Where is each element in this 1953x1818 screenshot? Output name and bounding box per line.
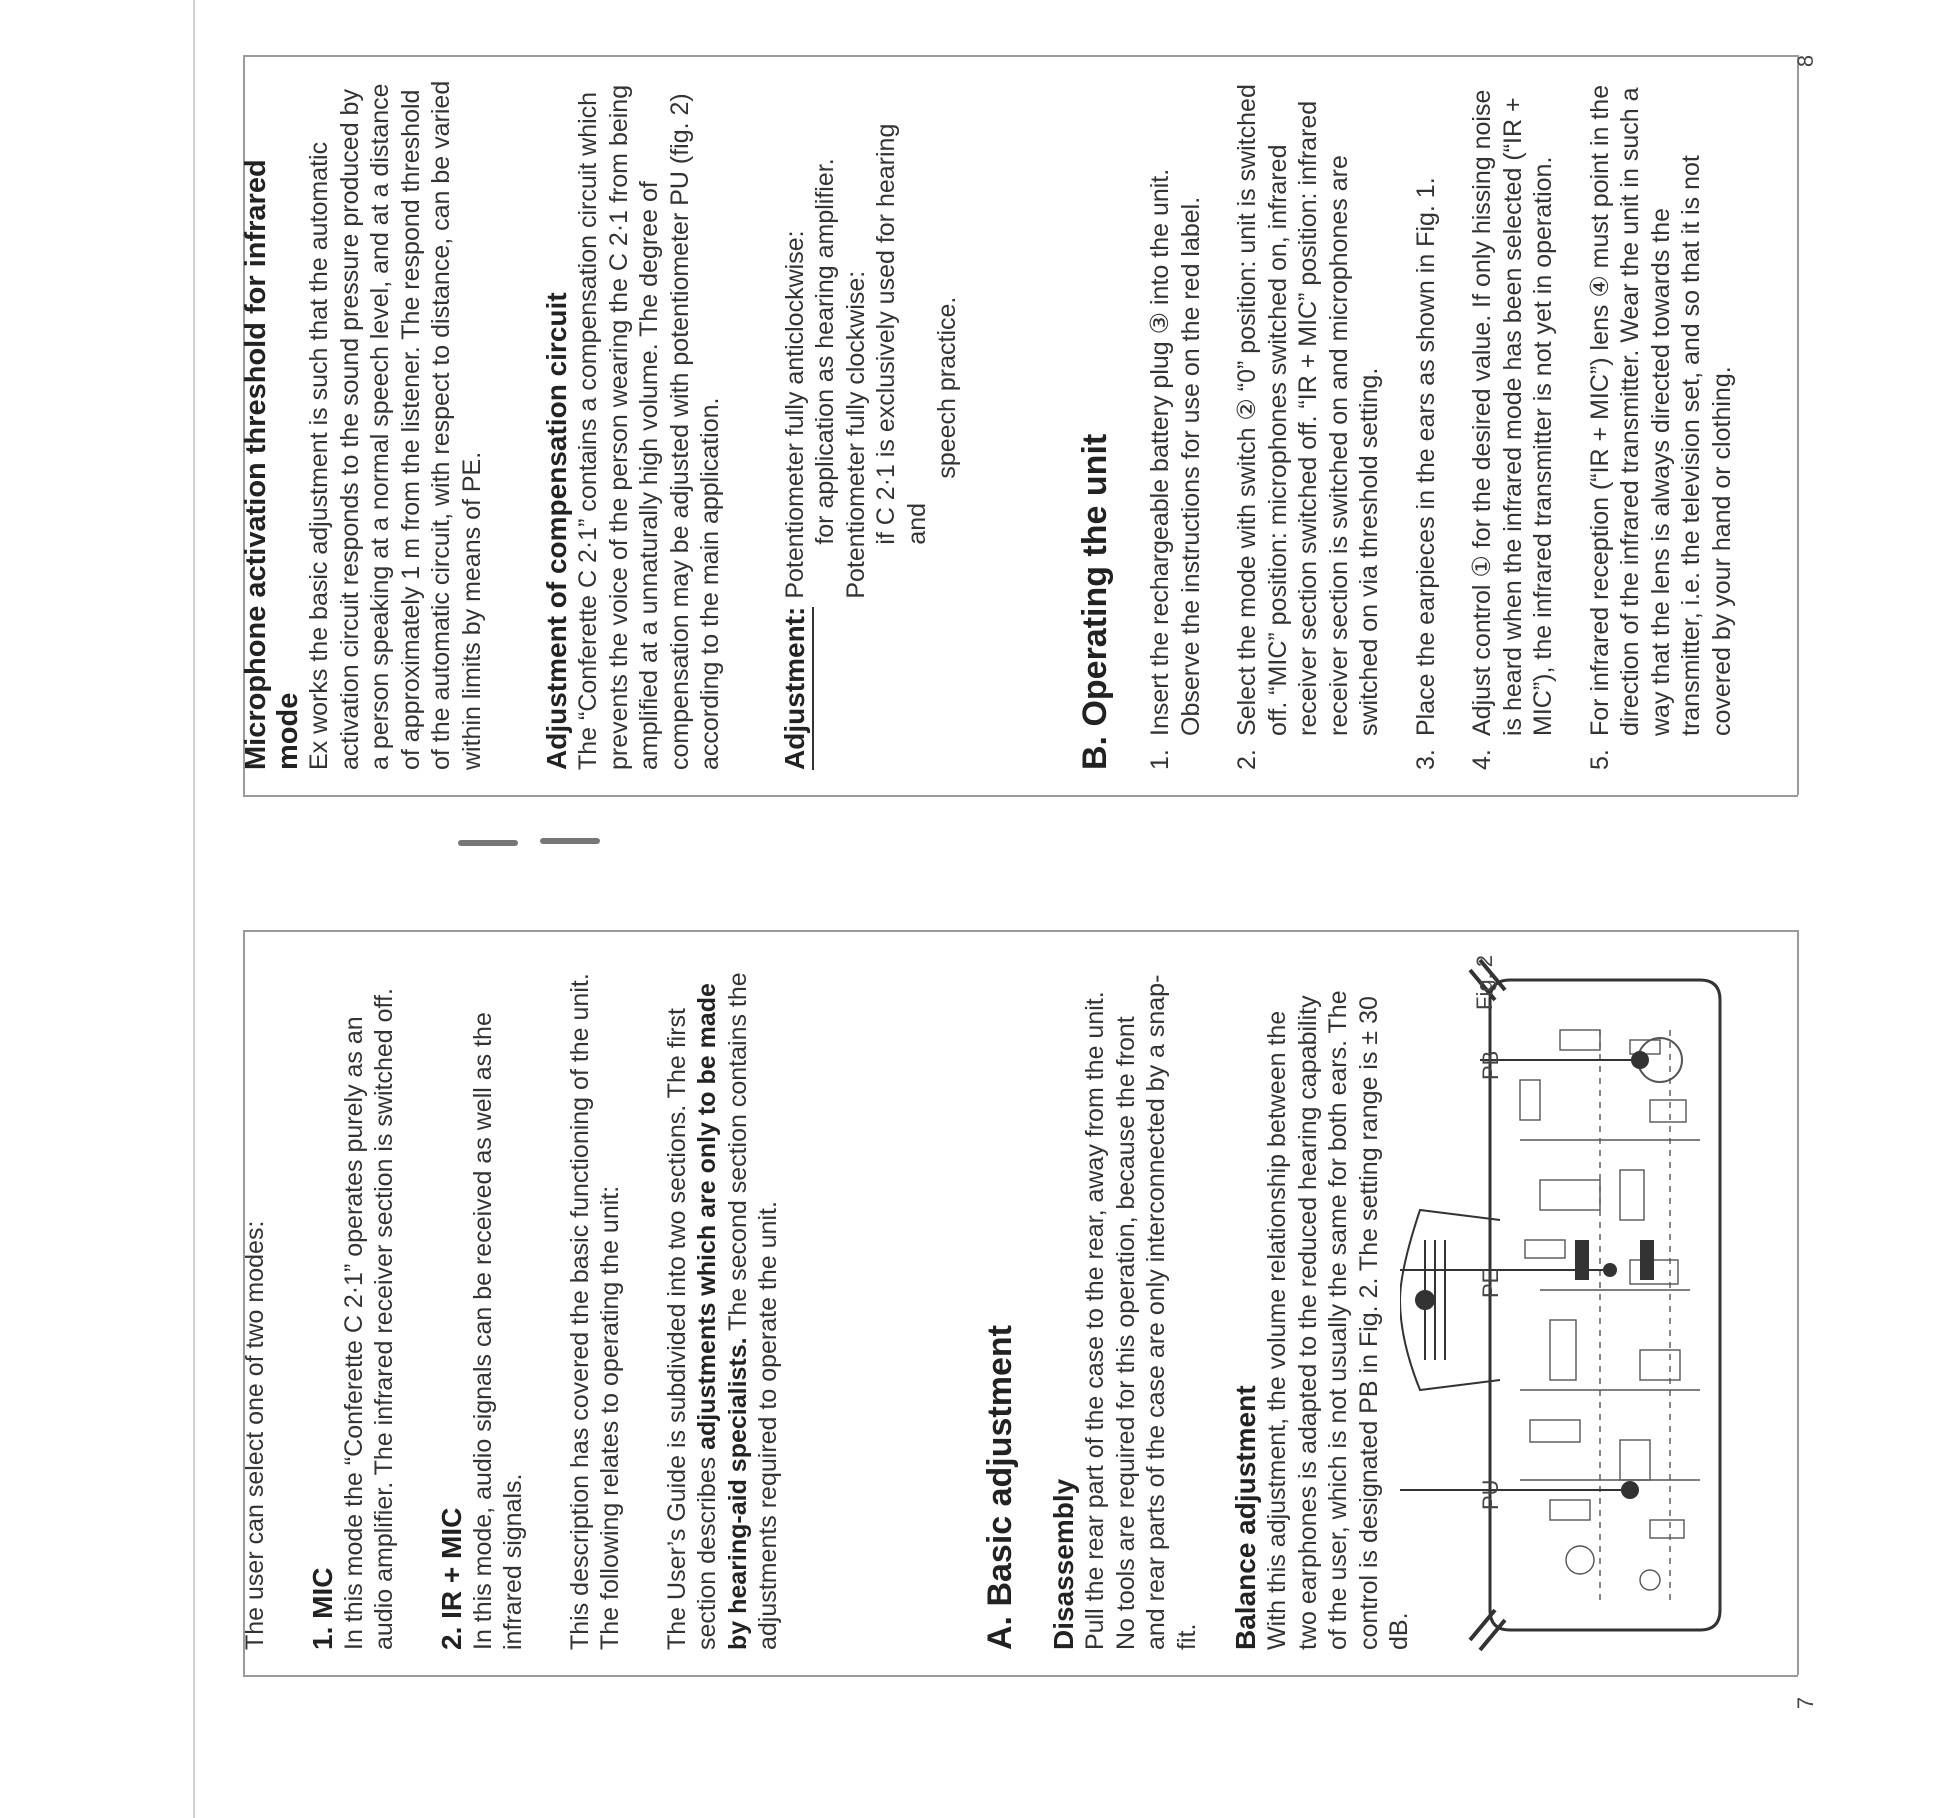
- guide-text-bold: adjustments which are only to be made by hearing-aid specialists.: [693, 983, 752, 1650]
- column-basic-adjustment: [980, 970, 1415, 1650]
- spine-rule-lower: [243, 930, 1798, 932]
- page-number-right: 8: [1793, 54, 1819, 68]
- step-text: Insert the rechargeable battery plug ③ into the unit. Observe the instructions for use on the red label.: [1146, 168, 1205, 736]
- column-operating-unit: [1075, 80, 1763, 770]
- heading-operating-unit: B. Operating the unit: [1076, 433, 1114, 770]
- heading-mic-threshold: Microphone activation threshold for infrared mode: [240, 159, 304, 770]
- adjustment-line-1: Potentiometer fully anticlockwise:: [780, 230, 809, 599]
- step-text: Adjust control ① for the desired value. If only hissing noise is heard when the infrared mode has been selected (“IR + MIC”), the infrared transmitter is not yet in operation.: [1468, 89, 1557, 736]
- adjustment-lines: [780, 80, 963, 599]
- label-pe: PE: [1478, 1268, 1503, 1298]
- label-pu: PU: [1478, 1479, 1503, 1510]
- step-number: 3.: [1411, 749, 1440, 770]
- step-number: 2.: [1233, 749, 1261, 770]
- list-item: [1467, 80, 1559, 770]
- step-text: Select the mode with switch ② “0” position: unit is switched off. “MIC” position: microphones switched on, infrared receiver section switched off. “IR + MIC” position: infrared receiver section is switched on and microphones are switched on via threshold setting.: [1233, 84, 1383, 736]
- mic-threshold-text: Ex works the basic adjustment is such that the automatic activation circuit responds to the sound pressure produced by a person speaking at a normal speech level, and at a distance of approximately 1 m from the listener. The respond threshold of the automatic circuit, with respect to distance, can be varied within limits by means of PE.: [305, 80, 486, 770]
- heading-mic-mode: 1. MIC: [306, 1567, 338, 1650]
- heading-balance-adjustment: Balance adjustment: [1230, 1385, 1261, 1650]
- figure-caption: Fig. 2: [1472, 954, 1497, 1010]
- right-page-divider-bottom: [1797, 930, 1799, 1675]
- adjustment-line-4: if C 2·1 is exclusively used for hearing and: [872, 123, 931, 545]
- spine-rule-upper: [243, 795, 1798, 797]
- guide-text: [662, 970, 784, 1650]
- step-text: Place the earpieces in the ears as shown in Fig. 1.: [1411, 177, 1440, 736]
- heading-basic-adjustment: A. Basic adjustment: [981, 1325, 1019, 1650]
- adjustment-line-5: speech practice.: [933, 296, 961, 479]
- adjustment-block: [780, 80, 963, 770]
- adjustment-line-3: Potentiometer fully clockwise:: [841, 270, 870, 599]
- list-item: [1411, 80, 1442, 770]
- list-item: [1232, 80, 1385, 770]
- staple-mark: [458, 840, 518, 846]
- right-page-top-rule: [243, 55, 1798, 57]
- guide-text-part2: The second section contains the adjustments required to operate the unit.: [723, 972, 782, 1650]
- figure-2-circuit-board: [1400, 940, 1780, 1670]
- step-number: 4.: [1468, 749, 1496, 770]
- step-text: For infrared reception (“IR + MIC”) lens ④ must point in the direction of the infrared transmitter. Wear the unit in such a way that the lens is always directed towards the transmitter, i.e. the television set, and so that it is not covered by your hand or clothing.: [1585, 84, 1736, 736]
- heading-irmic-mode: 2. IR + MIC: [435, 1507, 467, 1650]
- mic-mode-text: In this mode the “Conferette C 2·1” operates purely as an audio amplifier. The infrared receiver section is switched off.: [339, 988, 398, 1650]
- right-page-divider: [1797, 55, 1799, 795]
- compensation-text: The “Conferette C 2·1” contains a compensation circuit which prevents the voice of the person wearing the C 2·1 from being amplified at a unnaturally high volume. The degree of compensation may be adjusted with potentiometer PU (fig. 2) according to the main application.: [574, 84, 724, 770]
- guide-text-part1: The User’s Guide is subdivided into two sections. The first section describes: [662, 1008, 721, 1650]
- adjustment-label: Adjustment:: [780, 607, 814, 770]
- left-page-bottom-rule: [243, 1675, 1798, 1677]
- balance-adjustment-text: With this adjustment, the volume relationship between the two earphones is adapted to the reduced hearing capability of the user, which is not usually the same for both ears. The control is designated PB in Fig. 2. The setting range is ± 30 dB.: [1263, 990, 1413, 1650]
- left-page-edge: [193, 0, 195, 1818]
- staple-mark: [540, 838, 600, 844]
- operating-steps-list: [1145, 80, 1737, 770]
- column-modes: [240, 970, 784, 1650]
- heading-disassembly: Disassembly: [1048, 1478, 1079, 1650]
- step-number: 1.: [1146, 749, 1174, 770]
- adjustment-line-2: for application as hearing amplifier.: [811, 158, 839, 545]
- step-number: 5.: [1585, 749, 1614, 770]
- irmic-mode-text: In this mode, audio signals can be received as well as the infrared signals.: [468, 1012, 527, 1650]
- disassembly-text: Pull the rear part of the case to the rear, away from the unit. No tools are required for this operation, because the front and rear parts of the case are only interconnected by a snap-fit.: [1081, 974, 1201, 1650]
- column-threshold-compensation: [240, 80, 963, 770]
- label-pb: PB: [1478, 1050, 1503, 1080]
- heading-compensation: Adjustment of compensation circuit: [541, 292, 572, 770]
- list-item: [1145, 80, 1206, 770]
- intro-text: The user can select one of two modes:: [241, 1220, 269, 1650]
- page-number-left: 7: [1793, 1696, 1819, 1710]
- description-text: This description has covered the basic functioning of the unit. The following relates to operating the unit:: [565, 973, 624, 1650]
- list-item: [1585, 80, 1738, 770]
